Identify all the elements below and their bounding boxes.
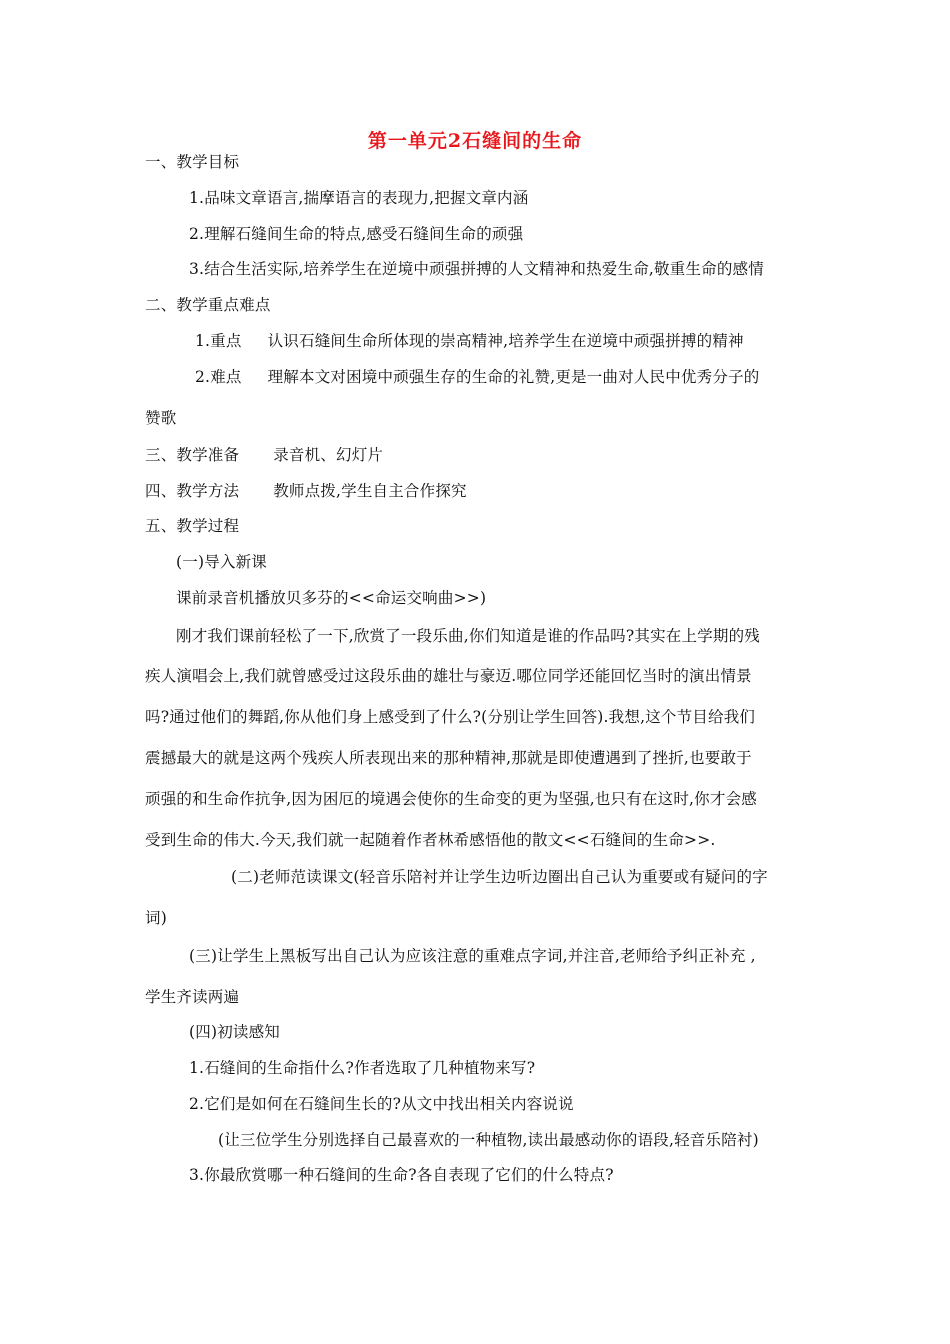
difficult-point <box>195 367 759 387</box>
section-heading-key-points: 二、教学重点难点 <box>145 296 271 314</box>
step-heading: (二)老师范读课文(轻音乐陪衬并让学生边听边圈出自己认为重要或有疑问的字 <box>231 868 768 886</box>
objective-item: 1.品味文章语言,揣摩语言的表现力,把握文章内涵 <box>189 189 529 207</box>
question-item: 1.石缝间的生命指什么?作者选取了几种植物来写? <box>189 1059 536 1077</box>
section-heading-method: 四、教学方法 <box>145 482 240 500</box>
key-point-label: 1.重点 <box>195 332 242 350</box>
preparation <box>145 445 383 465</box>
objective-item: 2.理解石缝间生命的特点,感受石缝间生命的顽强 <box>189 225 524 243</box>
step-heading: (四)初读感知 <box>189 1023 280 1041</box>
question-note: (让三位学生分别选择自己最喜欢的一种植物,读出最感动你的语段,轻音乐陪衬) <box>218 1131 759 1149</box>
difficult-point-label: 2.难点 <box>195 368 242 386</box>
section-heading-preparation: 三、教学准备 <box>145 446 240 464</box>
difficult-point-continuation: 赞歌 <box>145 409 177 427</box>
question-item: 2.它们是如何在石缝间生长的?从文中找出相关内容说说 <box>189 1095 574 1113</box>
method <box>145 481 467 501</box>
key-point <box>195 331 744 351</box>
difficult-point-text: 理解本文对困境中顽强生存的生命的礼赞,更是一曲对人民中优秀分子的 <box>267 368 760 386</box>
step-heading: (一)导入新课 <box>176 553 267 571</box>
paragraph-line: 吗?通过他们的舞蹈,你从他们身上感受到了什么?(分别让学生回答).我想,这个节目给我们 <box>145 708 756 726</box>
key-point-text: 认识石缝间生命所体现的崇高精神,培养学生在逆境中顽强拼搏的精神 <box>267 332 744 350</box>
method-text: 教师点拨,学生自主合作探究 <box>273 482 467 500</box>
section-heading-objectives: 一、教学目标 <box>145 153 240 171</box>
page-title: 第一单元2石缝间的生命 <box>367 130 583 152</box>
section-heading-process: 五、教学过程 <box>145 517 240 535</box>
question-item: 3.你最欣赏哪一种石缝间的生命?各自表现了它们的什么特点? <box>189 1166 614 1184</box>
paragraph-line: 受到生命的伟大.今天,我们就一起随着作者林希感悟他的散文<<石缝间的生命>>. <box>145 831 716 849</box>
preparation-text: 录音机、幻灯片 <box>273 446 384 464</box>
paragraph-line: 刚才我们课前轻松了一下,欣赏了一段乐曲,你们知道是谁的作品吗?其实在上学期的残 <box>176 627 760 645</box>
paragraph-line: 疾人演唱会上,我们就曾感受过这段乐曲的雄壮与豪迈.哪位同学还能回忆当时的演出情景 <box>145 667 752 685</box>
paragraph-line: 顽强的和生命作抗争,因为困厄的境遇会使你的生命变的更为坚强,也只有在这时,你才会感 <box>145 790 757 808</box>
paragraph-line: 震撼最大的就是这两个残疾人所表现出来的那种精神,那就是即使遭遇到了挫折,也要敢于 <box>145 749 752 767</box>
objective-item: 3.结合生活实际,培养学生在逆境中顽强拼搏的人文精神和热爱生命,敬重生命的感情 <box>189 260 764 278</box>
step-heading: (三)让学生上黑板写出自己认为应该注意的重难点字词,并注音,老师给予纠正补充 , <box>189 947 756 965</box>
step-continuation: 学生齐读两遍 <box>145 988 240 1006</box>
step-text: 课前录音机播放贝多芬的<<命运交响曲>>) <box>176 589 487 607</box>
step-continuation: 词) <box>145 909 167 927</box>
